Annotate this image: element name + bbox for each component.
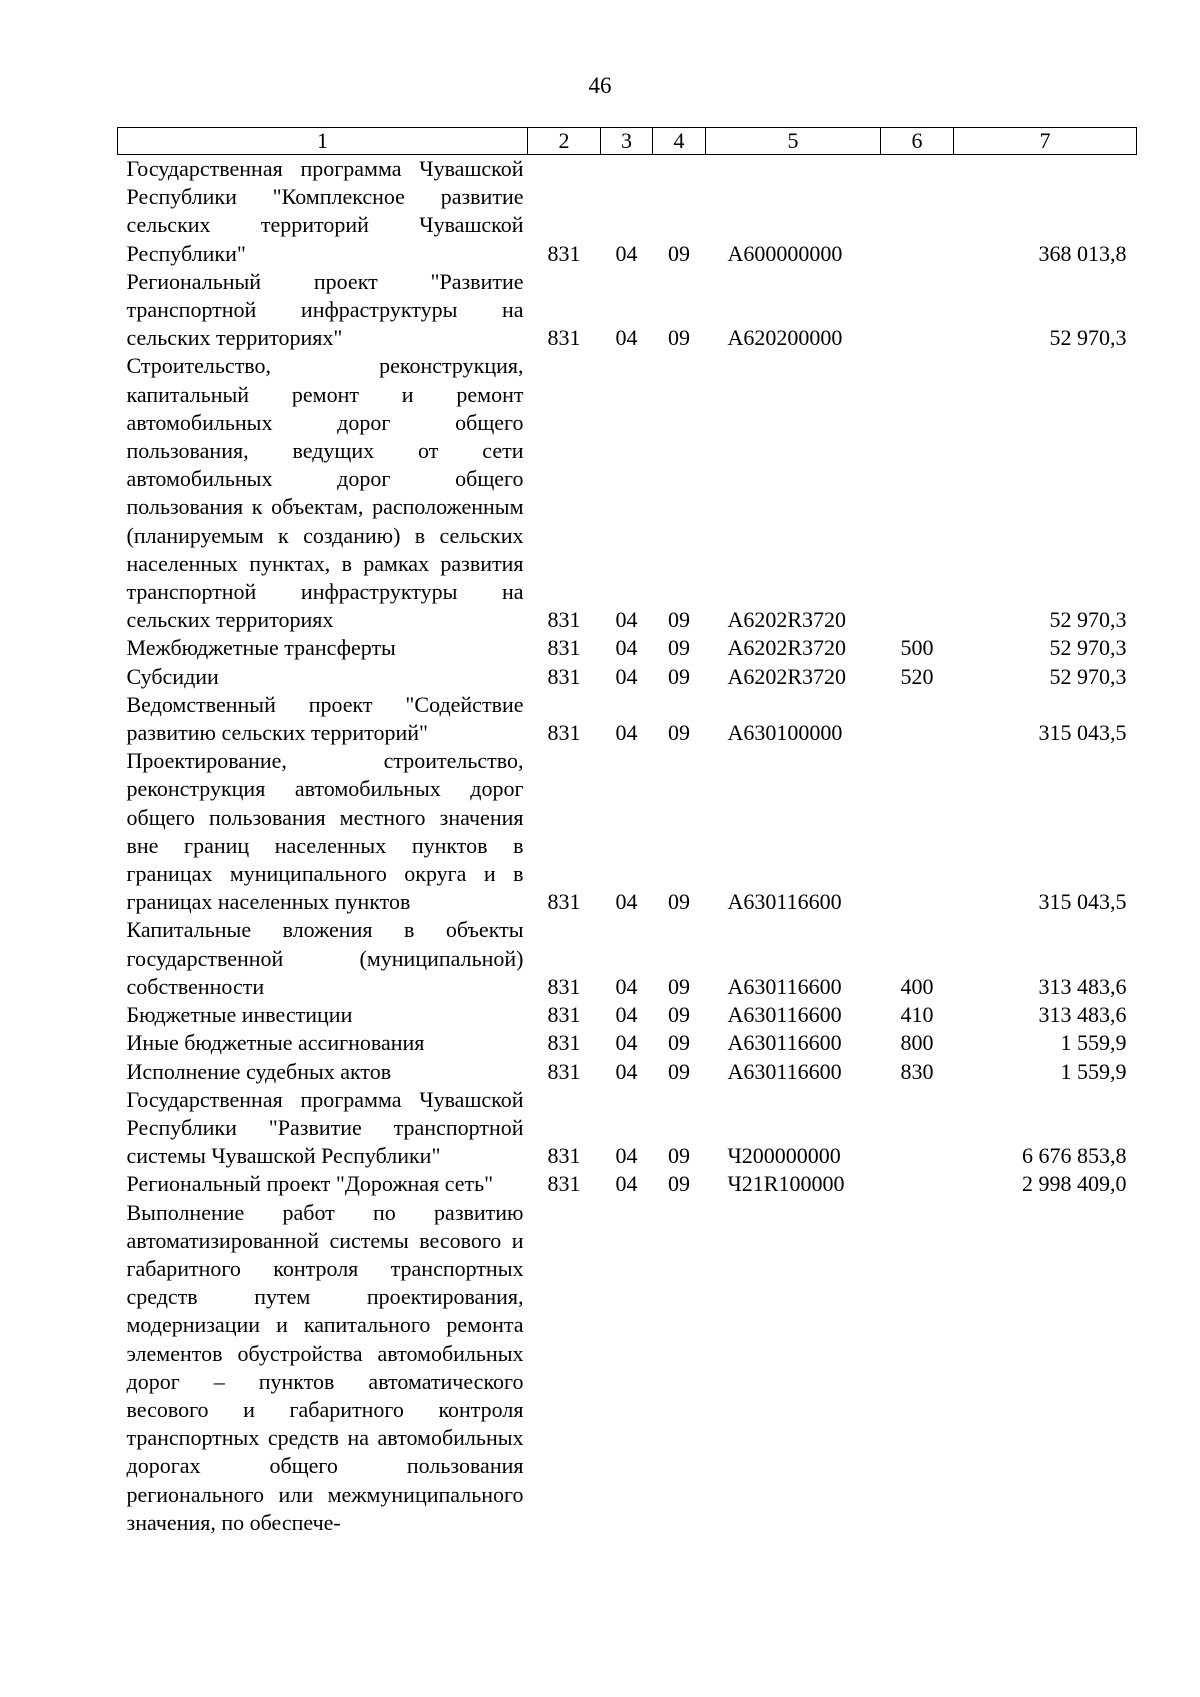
cell-name: Капитальные вложения в объекты государственной (муниципальной) собственности (126, 917, 524, 999)
table-row (118, 916, 1137, 1001)
cell-target: А630116600 (727, 889, 842, 915)
cell-amount: 52 970,3 (1049, 325, 1127, 351)
cell-subsection: 09 (668, 240, 690, 266)
cell-ministry: 831 (547, 635, 581, 661)
cell-type: 800 (900, 1030, 934, 1056)
table-row (118, 1086, 1137, 1171)
cell-subsection: 09 (668, 1030, 690, 1056)
page-number: 46 (588, 73, 612, 98)
table-row (118, 691, 1137, 747)
cell-name: Субсидии (126, 663, 219, 689)
cell-ministry: 831 (547, 1171, 581, 1197)
cell-type (881, 155, 954, 268)
cell-subsection: 09 (668, 720, 690, 746)
table-header (118, 128, 1137, 155)
cell-name: Иные бюджетные ассигнования (126, 1030, 425, 1056)
header-col-ministry: 2 (528, 128, 601, 155)
cell-amount (954, 1199, 1137, 1537)
cell-name: Межбюджетные трансферты (126, 635, 396, 661)
cell-target: А6202R3720 (727, 663, 847, 689)
cell-section: 04 (615, 889, 638, 915)
cell-ministry: 831 (547, 889, 581, 915)
table-row (118, 1029, 1137, 1057)
header-col-subsection: 4 (653, 128, 706, 155)
cell-ministry: 831 (547, 720, 581, 746)
cell-target: А630116600 (727, 973, 842, 999)
cell-subsection: 09 (668, 663, 690, 689)
cell-ministry: 831 (547, 1002, 581, 1028)
cell-target: А6202R3720 (727, 635, 847, 661)
cell-ministry: 831 (547, 663, 581, 689)
table-row (118, 663, 1137, 691)
cell-type (881, 1086, 954, 1171)
cell-section: 04 (615, 1143, 638, 1169)
cell-type (881, 747, 954, 916)
table-row (118, 352, 1137, 634)
cell-type (881, 1170, 954, 1198)
cell-section: 04 (615, 607, 638, 633)
table-row (118, 1170, 1137, 1198)
cell-amount: 315 043,5 (1038, 720, 1127, 746)
cell-type (881, 268, 954, 353)
cell-amount: 1 559,9 (1060, 1030, 1127, 1056)
cell-subsection: 09 (668, 325, 690, 351)
cell-ministry: 831 (547, 1030, 581, 1056)
cell-target: А630116600 (727, 1030, 842, 1056)
cell-type (881, 1199, 954, 1537)
table-body (118, 155, 1137, 1537)
cell-subsection (653, 1199, 706, 1537)
cell-type: 830 (900, 1058, 934, 1084)
cell-section: 04 (615, 720, 638, 746)
cell-name: Строительство, реконструкция, капитальный ремонт и ремонт автомобильных дорог общего пользования, ведущих от сети автомобильных дорог общего пользования к объектам, расположенным (планируемым к созданию) в сельских населенных пунктах, в рамках развития транспортной инфраструктуры на сельских территориях (126, 353, 524, 633)
cell-target: А600000000 (727, 240, 843, 266)
cell-amount: 313 483,6 (1038, 1002, 1127, 1028)
cell-name: Региональный проект "Развитие транспортной инфраструктуры на сельских территориях" (126, 268, 524, 351)
cell-section: 04 (615, 1171, 638, 1197)
table-row (118, 1058, 1137, 1086)
cell-amount: 52 970,3 (1049, 663, 1127, 689)
cell-subsection: 09 (668, 607, 690, 633)
header-col-type: 6 (881, 128, 954, 155)
table-row (118, 268, 1137, 353)
cell-ministry: 831 (547, 240, 581, 266)
cell-name: Исполнение судебных актов (126, 1058, 392, 1084)
cell-type: 500 (900, 635, 934, 661)
cell-amount: 52 970,3 (1049, 607, 1127, 633)
cell-section: 04 (615, 1030, 638, 1056)
cell-section: 04 (615, 1058, 638, 1084)
cell-name: Ведомственный проект "Содействие развитию сельских территорий" (126, 691, 524, 746)
header-col-section: 3 (601, 128, 653, 155)
cell-target: А630116600 (727, 1002, 842, 1028)
cell-amount: 1 559,9 (1060, 1058, 1127, 1084)
cell-amount: 52 970,3 (1049, 635, 1127, 661)
cell-type: 410 (900, 1002, 934, 1028)
cell-target: А6202R3720 (727, 607, 847, 633)
cell-section: 04 (615, 1002, 638, 1028)
cell-ministry: 831 (547, 1058, 581, 1084)
header-col-name: 1 (118, 128, 528, 155)
cell-subsection: 09 (668, 1143, 690, 1169)
cell-target: Ч21R100000 (727, 1171, 845, 1197)
header-col-amount: 7 (954, 128, 1137, 155)
budget-table (117, 127, 1137, 1537)
cell-section: 04 (615, 973, 638, 999)
cell-section: 04 (615, 240, 638, 266)
cell-name: Региональный проект "Дорожная сеть" (126, 1171, 494, 1197)
table-row (118, 1001, 1137, 1029)
cell-subsection: 09 (668, 1058, 690, 1084)
cell-name: Выполнение работ по развитию автоматизированной системы весового и габаритного контроля транспортных средств путем проектирования, модернизации и капитального ремонта элементов обустройства автомобильных дорог – пунктов автоматического весового и габаритного контроля транспортных средств на автомобильных дорогах общего пользования регионального или межмуниципального значения, по обеспече- (126, 1199, 524, 1535)
cell-amount: 6 676 853,8 (1022, 1143, 1127, 1169)
cell-type: 520 (900, 663, 934, 689)
cell-subsection: 09 (668, 1002, 690, 1028)
cell-type (881, 352, 954, 634)
cell-section: 04 (615, 663, 638, 689)
cell-section (601, 1199, 653, 1537)
cell-ministry: 831 (547, 1143, 581, 1169)
table-row (118, 634, 1137, 662)
cell-target (706, 1199, 881, 1537)
cell-amount: 368 013,8 (1038, 240, 1127, 266)
table-row (118, 1199, 1137, 1537)
cell-target: А630116600 (727, 1058, 842, 1084)
header-col-target: 5 (706, 128, 881, 155)
cell-amount: 315 043,5 (1038, 889, 1127, 915)
cell-target: Ч200000000 (727, 1143, 841, 1169)
cell-name: Государственная программа Чувашской Республики "Комплексное развитие сельских территорий Чувашской Республики" (126, 156, 524, 266)
cell-type (881, 691, 954, 747)
table-row (118, 747, 1137, 916)
cell-section: 04 (615, 325, 638, 351)
cell-ministry: 831 (547, 325, 581, 351)
cell-target: А630100000 (727, 720, 843, 746)
cell-subsection: 09 (668, 635, 690, 661)
cell-type: 400 (900, 973, 934, 999)
cell-amount: 2 998 409,0 (1022, 1171, 1127, 1197)
cell-target: А620200000 (727, 325, 843, 351)
cell-section: 04 (615, 635, 638, 661)
cell-name: Государственная программа Чувашской Республики "Развитие транспортной системы Чувашской Республики" (126, 1086, 524, 1169)
cell-subsection: 09 (668, 1171, 690, 1197)
cell-subsection: 09 (668, 973, 690, 999)
cell-name: Проектирование, строительство, реконструкция автомобильных дорог общего пользования местного значения вне границ населенных пунктов в границах муниципального округа и в границах населенных пунктов (126, 748, 524, 915)
table-row (118, 155, 1137, 268)
cell-ministry: 831 (547, 973, 581, 999)
cell-amount: 313 483,6 (1038, 973, 1127, 999)
cell-subsection: 09 (668, 889, 690, 915)
cell-ministry: 831 (547, 607, 581, 633)
cell-name: Бюджетные инвестиции (126, 1002, 353, 1028)
cell-ministry (528, 1199, 601, 1537)
